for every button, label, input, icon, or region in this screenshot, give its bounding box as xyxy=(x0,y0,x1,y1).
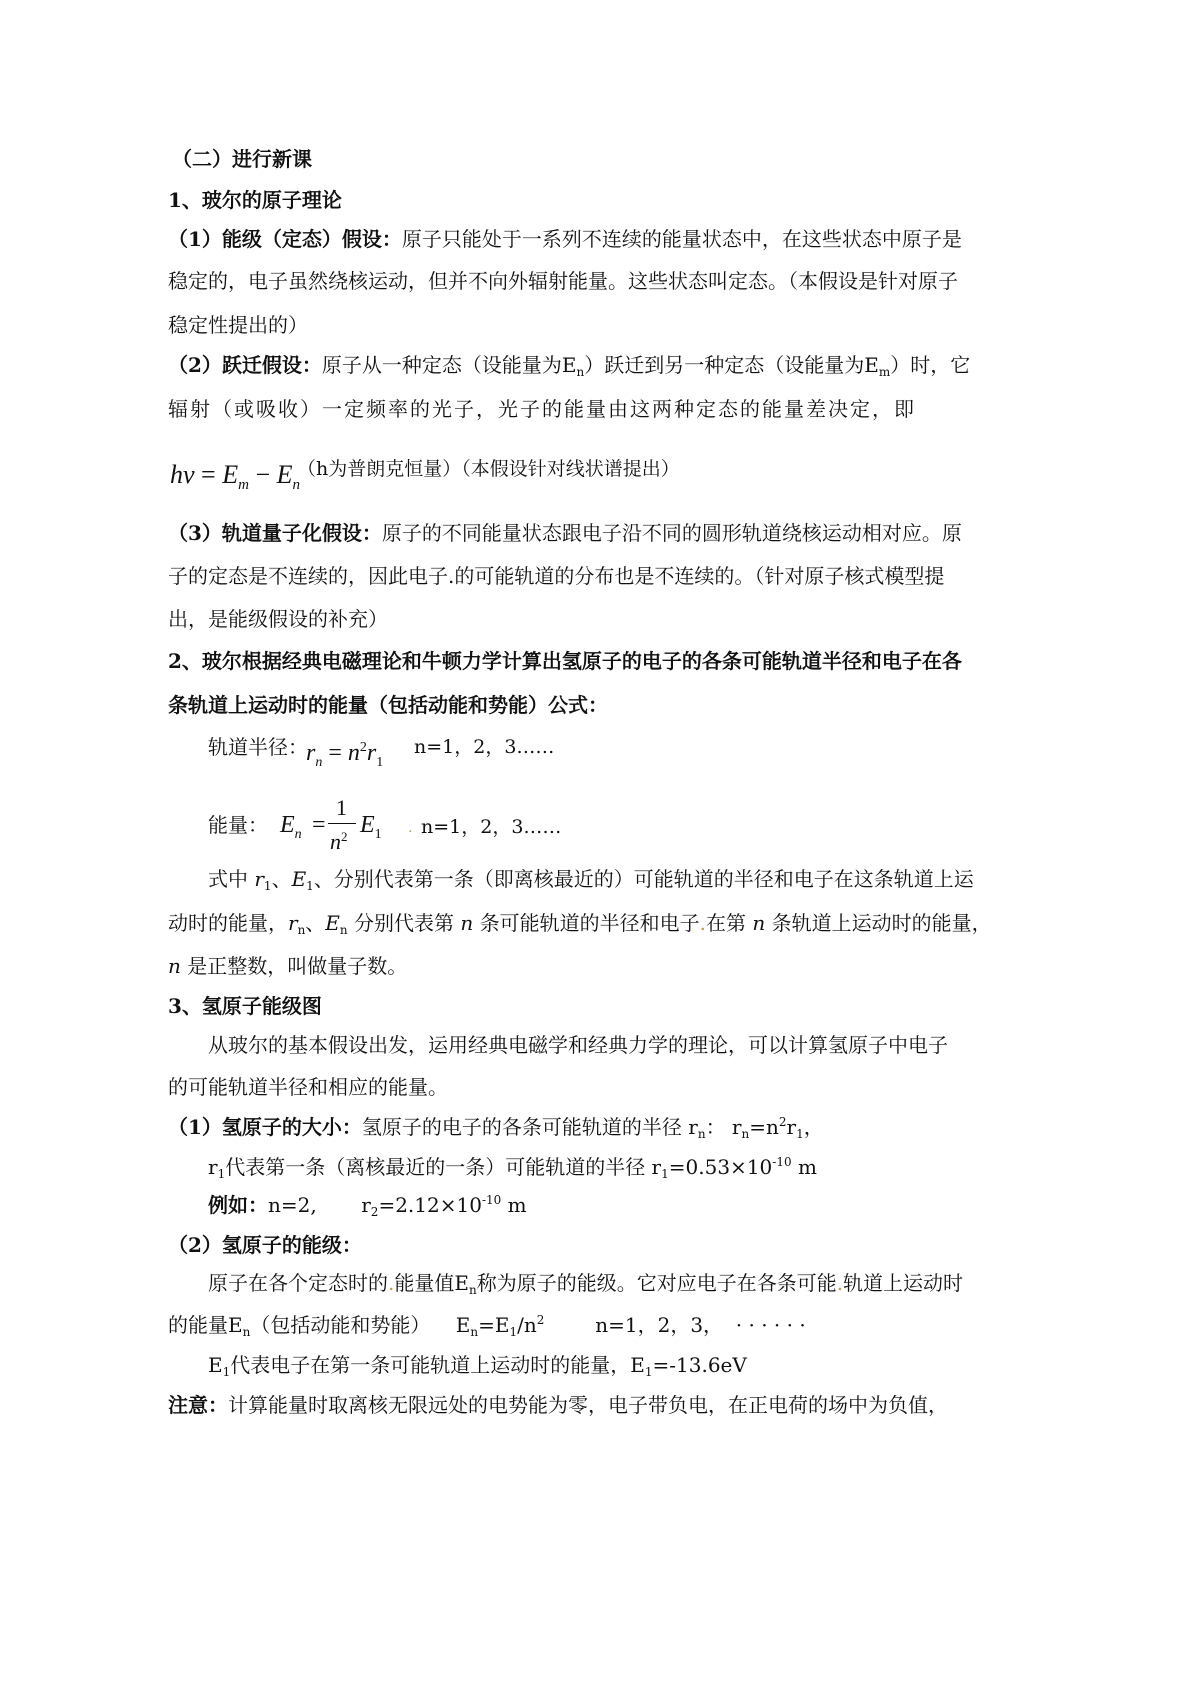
sec1-p3-line2: 子的定态是不连续的，因此电子.的可能轨道的分布也是不连续的。（针对原子核式模型提 xyxy=(168,564,945,588)
energy-formula-rhs: $E_1$ xyxy=(360,812,382,842)
energy-denominator: $n^2$ xyxy=(330,829,348,854)
sec1-p3-text-a: 原子的不同能量状态跟电子沿不同的圆形轨道绕核运动相对应。原 xyxy=(381,521,962,545)
sec3-level-label: （2）氢原子的能级： xyxy=(168,1233,362,1257)
sec3-intro-line2: 的可能轨道半径和相应的能量。 xyxy=(168,1075,448,1099)
sec1-p1-label: （1）能级（定态）假设： xyxy=(168,227,402,251)
sec3-level-line2: 的能量$E_n$（包括动能和势能） $E_n=E_1/n^2$ n=1，2，3， · · · · · · xyxy=(168,1313,806,1339)
sec1-p3-line1 xyxy=(168,520,962,546)
sec3-example-line: 例如：n=2, $r_2=2.12\times 10^{-10}$ m xyxy=(208,1193,527,1219)
sec3-intro-line1: 从玻尔的基本假设出发，运用经典电磁学和经典力学的理论，可以计算氢原子中电子 xyxy=(208,1033,948,1057)
sec3-e1-line: $E_1$代表电子在第一条可能轨道上运动时的能量，$E_1=-13.6eV$ xyxy=(208,1353,747,1379)
energy-formula-eq: = xyxy=(312,812,326,838)
sec1-p3-line3: 出，是能级假设的补充） xyxy=(168,607,388,631)
sec2-desc-line1: 式中 $r_1$、$E_1$、分别代表第一条（即离核最近的）可能轨道的半径和电子在这条轨道上运 xyxy=(208,867,974,893)
sec1-p1-line1 xyxy=(168,226,962,252)
radius-range: n=1，2，3…… xyxy=(414,736,555,758)
sec1-p2-text-c: ）时，它 xyxy=(890,353,971,377)
radius-label: 轨道半径： xyxy=(208,735,308,759)
energy-range: n=1，2，3…… xyxy=(421,816,562,838)
sec1-p2-label: （2）跃迁假设： xyxy=(168,353,322,377)
sec1-p2-sub-n: n xyxy=(576,365,585,379)
planck-formula: $h\nu = E_m - E_n$ xyxy=(170,460,301,493)
sec1-p1-line2: 稳定的，电子虽然绕核运动，但并不向外辐射能量。这些状态叫定态。（本假设是针对原子 xyxy=(168,269,958,293)
sec3-title: 3、氢原子能级图 xyxy=(168,994,322,1018)
sec1-p1-line3: 稳定性提出的） xyxy=(168,313,308,337)
sec3-size-label: （1）氢原子的大小： xyxy=(168,1115,362,1139)
sec3-note-line: 注意：计算能量时取离核无限远处的电势能为零，电子带负电，在正电荷的场中为负值， xyxy=(168,1393,948,1417)
energy-label: 能量： xyxy=(208,813,268,837)
sec3-level-line1: 原子在各个定态时的.能量值$E_n$称为原子的能级。它对应电子在各条可能.轨道上运动时 xyxy=(208,1271,964,1297)
sec1-p2-line1 xyxy=(168,352,970,378)
section-heading: （二）进行新课 xyxy=(172,147,312,171)
sec1-p1-text: 原子只能处于一系列不连续的能量状态中，在这些状态中原子是 xyxy=(401,227,962,251)
sec1-p2-text-b: ）跃迁到另一种定态（设能量为E xyxy=(584,353,879,377)
radius-formula: $r_n = n^2r_1$ xyxy=(306,740,384,770)
sec2-title-line2: 条轨道上运动时的能量（包括动能和势能）公式： xyxy=(168,693,608,717)
stray-dot: . xyxy=(408,820,413,836)
sec1-p2-sub-m: m xyxy=(878,365,891,379)
sec2-desc-line2: 动时的能量，$r_n$、$E_n$ 分别代表第 n 条可能轨道的半径和电子.在第 n 条轨道上运动时的能量， xyxy=(168,911,992,937)
sec1-p2-note: （h为普朗克恒量）（本假设针对线状谱提出） xyxy=(297,458,680,480)
sec3-r1-line: $r_1$代表第一条（离核最近的一条）可能轨道的半径 $r_1=0.53\times 10^{-10}$ m xyxy=(208,1155,817,1181)
sec3-size-line: （1）氢原子的大小：氢原子的电子的各条可能轨道的半径 $r_n$： $r_n=n^2r_1$， xyxy=(168,1115,824,1141)
sec2-desc-line3: n 是正整数，叫做量子数。 xyxy=(168,954,408,978)
energy-formula-lhs: $E_n$ xyxy=(280,812,302,842)
sec1-p3-label: （3）轨道量子化假设： xyxy=(168,521,382,545)
sec1-p2-line2: 辐射（或吸收）一定频率的光子，光子的能量由这两种定态的能量差决定，即 xyxy=(168,397,916,421)
sec1-title: 1、玻尔的原子理论 xyxy=(168,188,342,212)
energy-numerator: 1 xyxy=(336,795,347,820)
energy-fraction-bar xyxy=(328,823,356,824)
sec2-title-line1: 2、玻尔根据经典电磁理论和牛顿力学计算出氢原子的电子的各条可能轨道半径和电子在各 xyxy=(168,649,962,673)
sec1-p2-text-a: 原子从一种定态（设能量为E xyxy=(321,353,577,377)
note-label: 注意： xyxy=(168,1393,228,1417)
